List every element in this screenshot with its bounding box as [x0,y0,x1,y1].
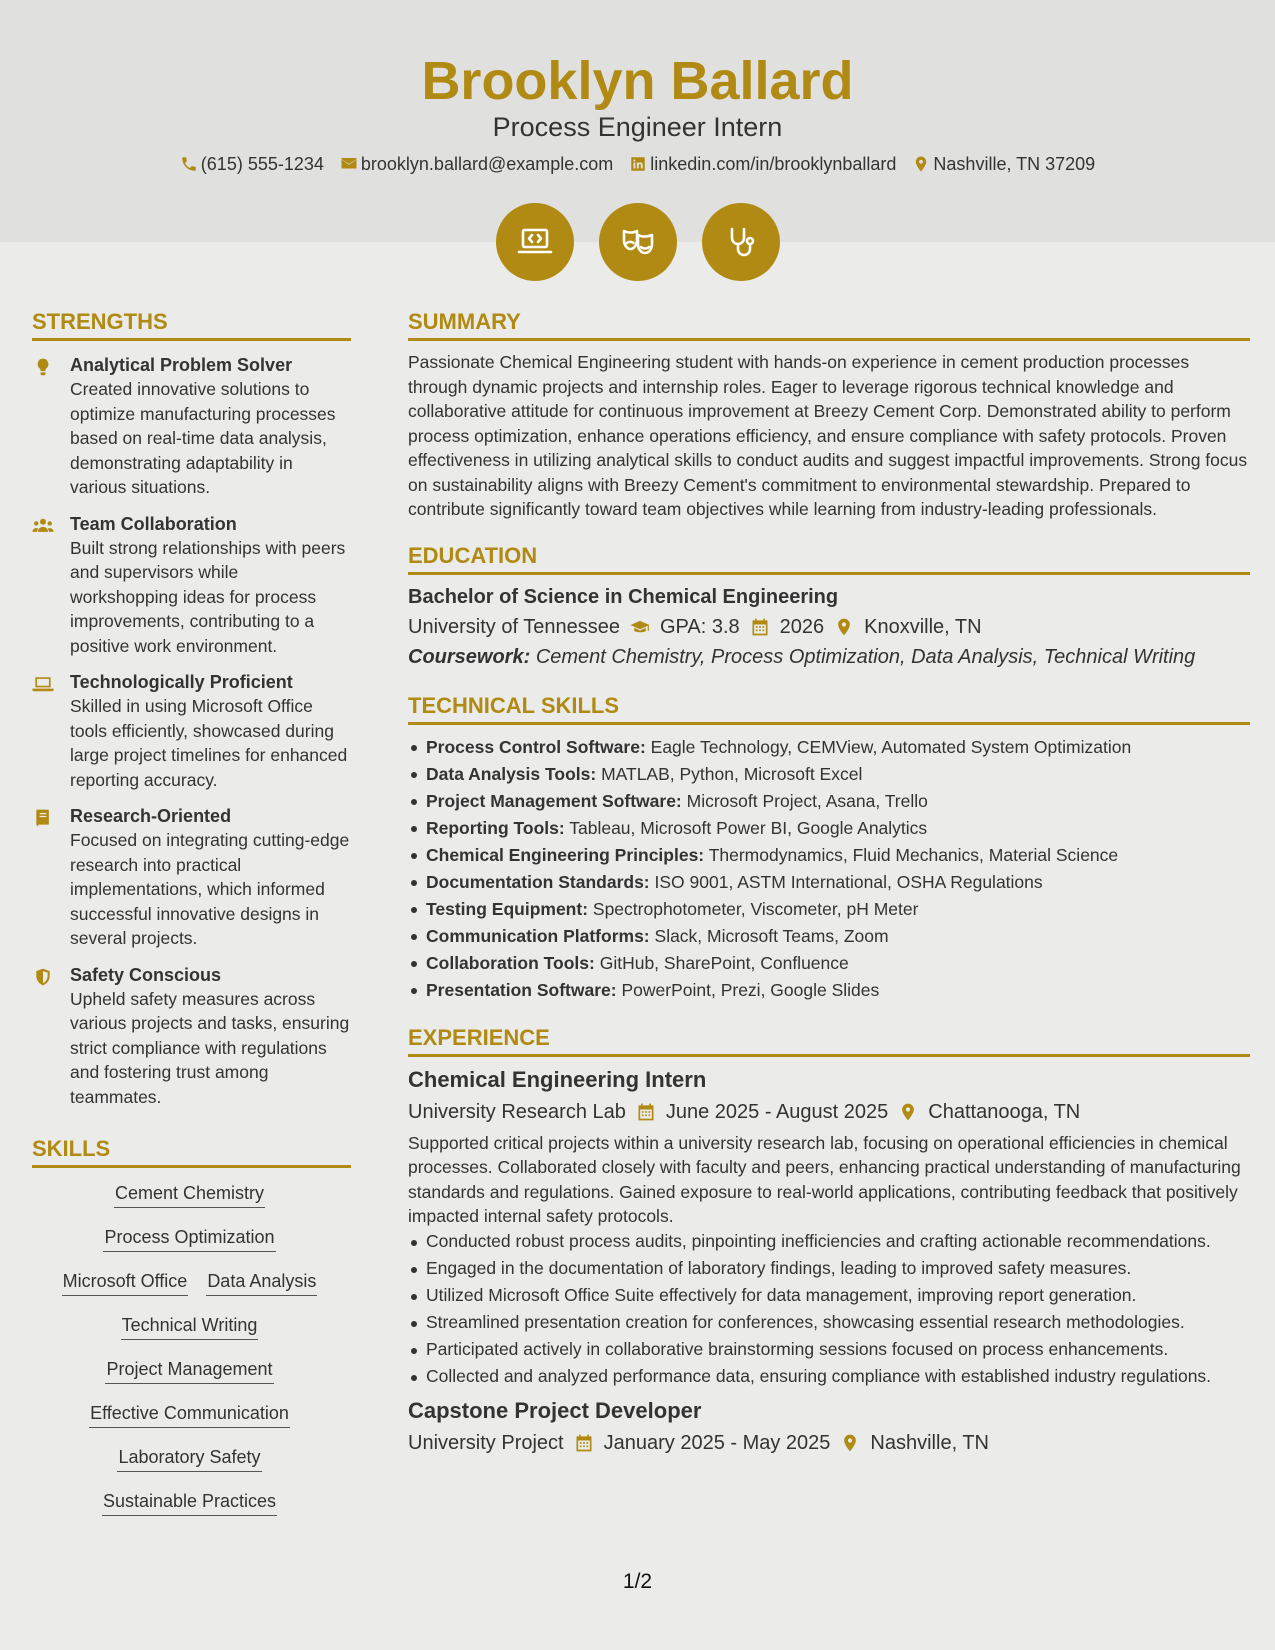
job-bullet: Utilized Microsoft Office Suite effectively for data management, improving report generation. [408,1283,1250,1308]
book-icon [32,808,54,828]
strength-title: Research-Oriented [70,806,232,826]
laptop-code-badge [496,203,574,281]
candidate-name: Brooklyn Ballard [421,51,854,111]
tech-skill-item [408,788,1250,815]
education-school: University of Tennessee [408,615,620,638]
map-marker-icon [912,155,930,173]
tech-skill-label: Process Control Software: [426,736,646,757]
tech-skill-value: Microsoft Project, Asana, Trello [686,790,928,811]
strength-item [32,804,351,951]
tech-skill-label: Chemical Engineering Principles: [426,844,705,865]
summary-title: SUMMARY [408,308,1250,341]
strengths-list [32,353,351,1109]
job-bullet: Participated actively in collaborative brainstorming sessions focused on process enhancements. [408,1337,1250,1362]
skill-tag: Effective Communication [89,1400,290,1428]
strength-desc: Focused on integrating cutting-edge research into practical implementations, which informed successful innovative designs in several projects. [70,830,350,948]
tech-skill-item [408,923,1250,950]
job-meta [408,1428,1250,1458]
tech-skill-label: Communication Platforms: [426,925,650,946]
tech-skill-item [408,950,1250,977]
skills-list [32,1180,351,1516]
education-gpa: GPA: 3.8 [659,615,740,638]
job-meta [408,1097,1250,1127]
education-location: Knoxville, TN [864,615,982,638]
right-column [408,308,1250,1458]
skill-tag: Microsoft Office [62,1268,189,1296]
strength-desc: Created innovative solutions to optimize manufacturing processes based on real-time data analysis, demonstrating adaptability in various situations. [70,379,336,497]
theater-masks-icon [618,222,658,262]
calendar-icon [636,1102,656,1122]
contact-phone[interactable] [180,152,324,176]
theater-masks-badge [599,203,677,281]
strength-title: Safety Conscious [70,964,222,985]
strength-item [32,963,351,1110]
phone-text: (615) 555-1234 [200,154,324,174]
strength-title: Analytical Problem Solver [70,355,293,375]
coursework-list: Cement Chemistry, Process Optimization, Data Analysis, Technical Writing [535,645,1196,668]
strength-desc: Built strong relationships with peers and supervisors while workshopping ideas for process improvements, contributing to a positive work environment. [70,537,346,656]
map-marker-icon [840,1433,860,1453]
strength-item [32,670,351,792]
strength-item [32,512,351,659]
laptop-icon [32,674,54,694]
job-bullet: Engaged in the documentation of laboratory findings, leading to improved safety measures. [408,1256,1250,1281]
job-position: Chemical Engineering Intern [408,1066,707,1092]
skill-tag: Laboratory Safety [117,1444,261,1472]
tech-skill-value: Spectrophotometer, Viscometer, pH Meter [592,898,919,919]
job-dates: June 2025 - August 2025 [665,1100,889,1123]
coursework [408,642,1250,672]
lightbulb-icon [32,357,54,377]
contact-email[interactable] [340,152,613,176]
tech-skill-item [408,734,1250,761]
phone-icon [180,155,198,173]
skill-tag: Technical Writing [121,1312,259,1340]
tech-skill-value: MATLAB, Python, Microsoft Excel [601,763,863,784]
left-column [32,308,351,1516]
skills-title: SKILLS [32,1135,351,1168]
technical-skills-list [408,734,1250,1004]
envelope-icon [340,155,358,173]
tech-skill-value: GitHub, SharePoint, Confluence [599,952,849,973]
tech-skill-label: Documentation Standards: [426,871,650,892]
email-text: brooklyn.ballard@example.com [360,154,614,174]
contact-linkedin[interactable] [629,152,896,176]
tech-skill-label: Presentation Software: [426,979,617,1000]
job-bullets [408,1229,1250,1389]
strength-title: Technologically Proficient [70,672,293,692]
tech-skill-label: Project Management Software: [426,790,682,811]
calendar-icon [750,617,770,637]
stethoscope-badge [702,203,780,281]
tech-skill-item [408,761,1250,788]
laptop-code-icon [515,222,555,262]
job-org: University Research Lab [408,1100,626,1123]
skill-tag: Cement Chemistry [114,1180,265,1208]
education-title: EDUCATION [408,542,1250,575]
contact-bar [0,152,1275,176]
skill-tag: Project Management [105,1356,273,1384]
contact-location [912,152,1095,176]
experience-title: EXPERIENCE [408,1024,1250,1057]
skill-tag: Data Analysis [206,1268,317,1296]
job-org: University Project [408,1432,564,1454]
tech-skill-item [408,842,1250,869]
tech-skill-value: PowerPoint, Prezi, Google Slides [621,979,880,1000]
calendar-icon [574,1433,594,1453]
job-bullet: Streamlined presentation creation for conferences, showcasing essential research methodologies. [408,1310,1250,1335]
skill-tag: Process Optimization [103,1224,275,1252]
map-marker-icon [898,1102,918,1122]
education-year: 2026 [779,615,825,638]
strength-item [32,353,351,500]
job-description: Supported critical projects within a university research lab, focusing on operational efficiencies in chemical processes. Collaborated closely with faculty and peers, enhancing practical understanding of manufacturing standards and regulations. Gained exposure to real-world applications, contributing feedback that positively impacted internal safety protocols. [408,1132,1241,1226]
interest-badges [0,203,1275,281]
stethoscope-icon [721,222,761,262]
job-bullet: Conducted robust process audits, pinpointing inefficiencies and crafting actionable recommendations. [408,1229,1250,1254]
summary-text: Passionate Chemical Engineering student with hands-on experience in cement production processes through dynamic projects and internship roles. Eager to leverage rigorous technical knowledge and collaborative attitude for continuous improvement at Breezy Cement Corp. Demonstrated ability to perform process optimization, enhance operations efficiency, and ensure compliance with safety protocols. Proven effectiveness in utilizing analytical skills to conduct audits and suggest impactful improvements. Strong focus on sustainability aligns with Breezy Cement's commitment to environmental stewardship. Prepared to contribute significantly toward team objectives while learning from industry-leading professionals. [408,352,1248,519]
tech-skill-item [408,869,1250,896]
job-location: Chattanooga, TN [928,1100,1081,1123]
tech-skill-label: Reporting Tools: [426,817,565,838]
shield-icon [32,967,54,987]
linkedin-text: linkedin.com/in/brooklynballard [650,154,897,174]
tech-skill-label: Data Analysis Tools: [426,763,597,784]
tech-skill-label: Testing Equipment: [426,898,589,919]
coursework-label: Coursework: [408,645,531,668]
job-location: Nashville, TN [870,1432,989,1454]
graduation-cap-icon [630,617,650,637]
tech-skill-label: Collaboration Tools: [426,952,595,973]
education-degree: Bachelor of Science in Chemical Engineering [408,585,839,608]
page-number: 1/2 [622,1570,653,1593]
job-title: Process Engineer Intern [492,112,783,142]
tech-skill-value: Eagle Technology, CEMView, Automated System Optimization [650,736,1132,757]
job-dates: January 2025 - May 2025 [603,1432,831,1454]
strength-desc: Skilled in using Microsoft Office tools efficiently, showcased during large project timelines for enhanced reporting accuracy. [70,696,348,790]
strength-title: Team Collaboration [70,513,237,534]
map-marker-icon [834,617,854,637]
location-text: Nashville, TN 37209 [933,154,1096,174]
tech-skill-value: Slack, Microsoft Teams, Zoom [654,925,889,946]
tech-skill-value: Tableau, Microsoft Power BI, Google Analytics [569,817,928,838]
job-bullet: Collected and analyzed performance data, ensuring compliance with established industry regulations. [408,1364,1250,1389]
strength-desc: Upheld safety measures across various projects and tasks, ensuring strict compliance with regulations and fostering trust among teammates. [70,988,350,1107]
tech-skill-item [408,815,1250,842]
skill-tag: Sustainable Practices [102,1488,277,1516]
education-meta [408,612,1250,642]
linkedin-icon [629,155,647,173]
tech-skill-item [408,977,1250,1004]
tech-skill-value: ISO 9001, ASTM International, OSHA Regulations [654,871,1043,892]
technical-skills-title: TECHNICAL SKILLS [408,692,1250,725]
tech-skill-value: Thermodynamics, Fluid Mechanics, Material Science [708,844,1119,865]
users-icon [32,516,54,536]
tech-skill-item [408,896,1250,923]
strengths-title: STRENGTHS [32,308,351,341]
job-position: Capstone Project Developer [408,1398,702,1423]
